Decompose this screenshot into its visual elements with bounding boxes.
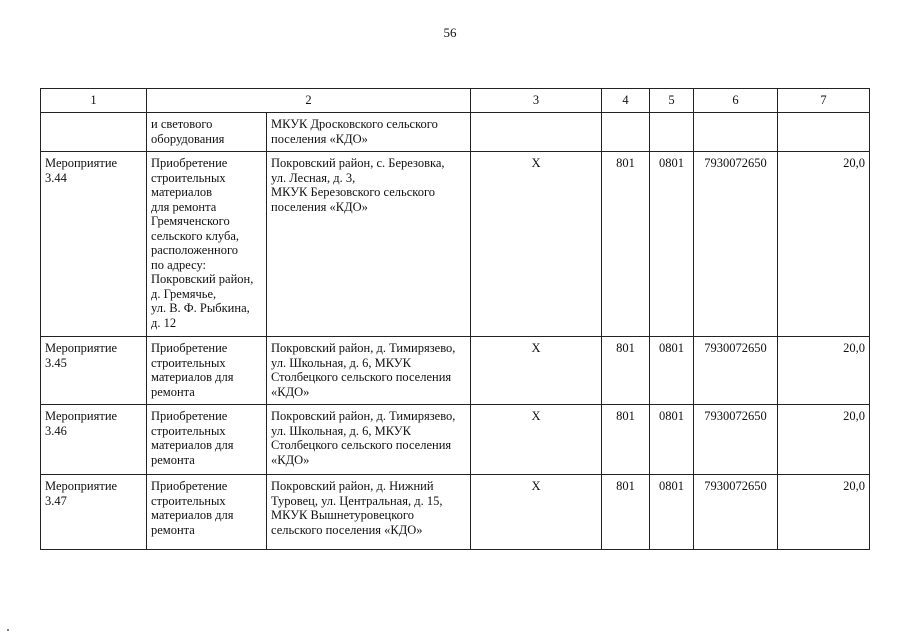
table-row-continuation <box>41 113 870 152</box>
cell-col7 <box>778 113 870 152</box>
cell-col4 <box>602 113 650 152</box>
cell-col4: 801 <box>602 475 650 550</box>
cell-col5: 0801 <box>650 152 694 337</box>
cell-col6: 7930072650 <box>694 337 778 405</box>
cell-col3: Х <box>471 405 602 475</box>
cell-col5: 0801 <box>650 337 694 405</box>
cell-col6: 7930072650 <box>694 152 778 337</box>
page-number: 56 <box>443 25 457 40</box>
table-row <box>41 475 870 550</box>
header-col-5: 5 <box>650 89 694 113</box>
table-row <box>41 337 870 405</box>
cell-col3: Х <box>471 152 602 337</box>
table-row <box>41 405 870 475</box>
cell-event: Мероприятие 3.47 <box>41 475 147 550</box>
cell-col4: 801 <box>602 405 650 475</box>
cell-event <box>41 113 147 152</box>
cell-col3 <box>471 113 602 152</box>
cell-col5: 0801 <box>650 405 694 475</box>
header-col-3: 3 <box>471 89 602 113</box>
header-col-2: 2 <box>147 89 471 113</box>
cell-description: Приобретение строительных материалов для ремонта <box>147 337 267 405</box>
cell-col6: 7930072650 <box>694 405 778 475</box>
cell-col7: 20,0 <box>778 405 870 475</box>
cell-event: Мероприятие 3.44 <box>41 152 147 337</box>
header-col-4: 4 <box>602 89 650 113</box>
cell-address: МКУК Дросковского сельского поселения «КДО» <box>267 113 471 152</box>
table-row <box>41 152 870 337</box>
header-row <box>41 89 870 113</box>
cell-col5 <box>650 113 694 152</box>
scan-artifact-dot <box>7 629 9 631</box>
header-col-7: 7 <box>778 89 870 113</box>
cell-col5: 0801 <box>650 475 694 550</box>
cell-address: Покровский район, д. Тимирязево, ул. Школьная, д. 6, МКУК Столбецкого сельского поселения «КДО» <box>267 405 471 475</box>
cell-col7: 20,0 <box>778 152 870 337</box>
cell-col4: 801 <box>602 337 650 405</box>
cell-description: Приобретение строительных материалов для ремонта <box>147 475 267 550</box>
cell-col3: Х <box>471 475 602 550</box>
header-col-6: 6 <box>694 89 778 113</box>
cell-address: Покровский район, с. Березовка, ул. Лесная, д. 3, МКУК Березовского сельского поселения «КДО» <box>267 152 471 337</box>
cell-event: Мероприятие 3.46 <box>41 405 147 475</box>
cell-description: Приобретение строительных материалов для ремонта Гремяченского сельского клуба, расположенного по адресу: Покровский район, д. Гремячье, ул. В. Ф. Рыбкина, д. 12 <box>147 152 267 337</box>
cell-description: Приобретение строительных материалов для ремонта <box>147 405 267 475</box>
cell-col6: 7930072650 <box>694 475 778 550</box>
cell-event: Мероприятие 3.45 <box>41 337 147 405</box>
cell-col6 <box>694 113 778 152</box>
cell-col7: 20,0 <box>778 475 870 550</box>
header-col-1: 1 <box>41 89 147 113</box>
cell-col3: Х <box>471 337 602 405</box>
budget-table <box>40 88 870 550</box>
cell-col7: 20,0 <box>778 337 870 405</box>
cell-address: Покровский район, д. Нижний Туровец, ул. Центральная, д. 15, МКУК Вышнетуровецкого сельского поселения «КДО» <box>267 475 471 550</box>
cell-description: и светового оборудования <box>147 113 267 152</box>
cell-col4: 801 <box>602 152 650 337</box>
cell-address: Покровский район, д. Тимирязево, ул. Школьная, д. 6, МКУК Столбецкого сельского поселения «КДО» <box>267 337 471 405</box>
